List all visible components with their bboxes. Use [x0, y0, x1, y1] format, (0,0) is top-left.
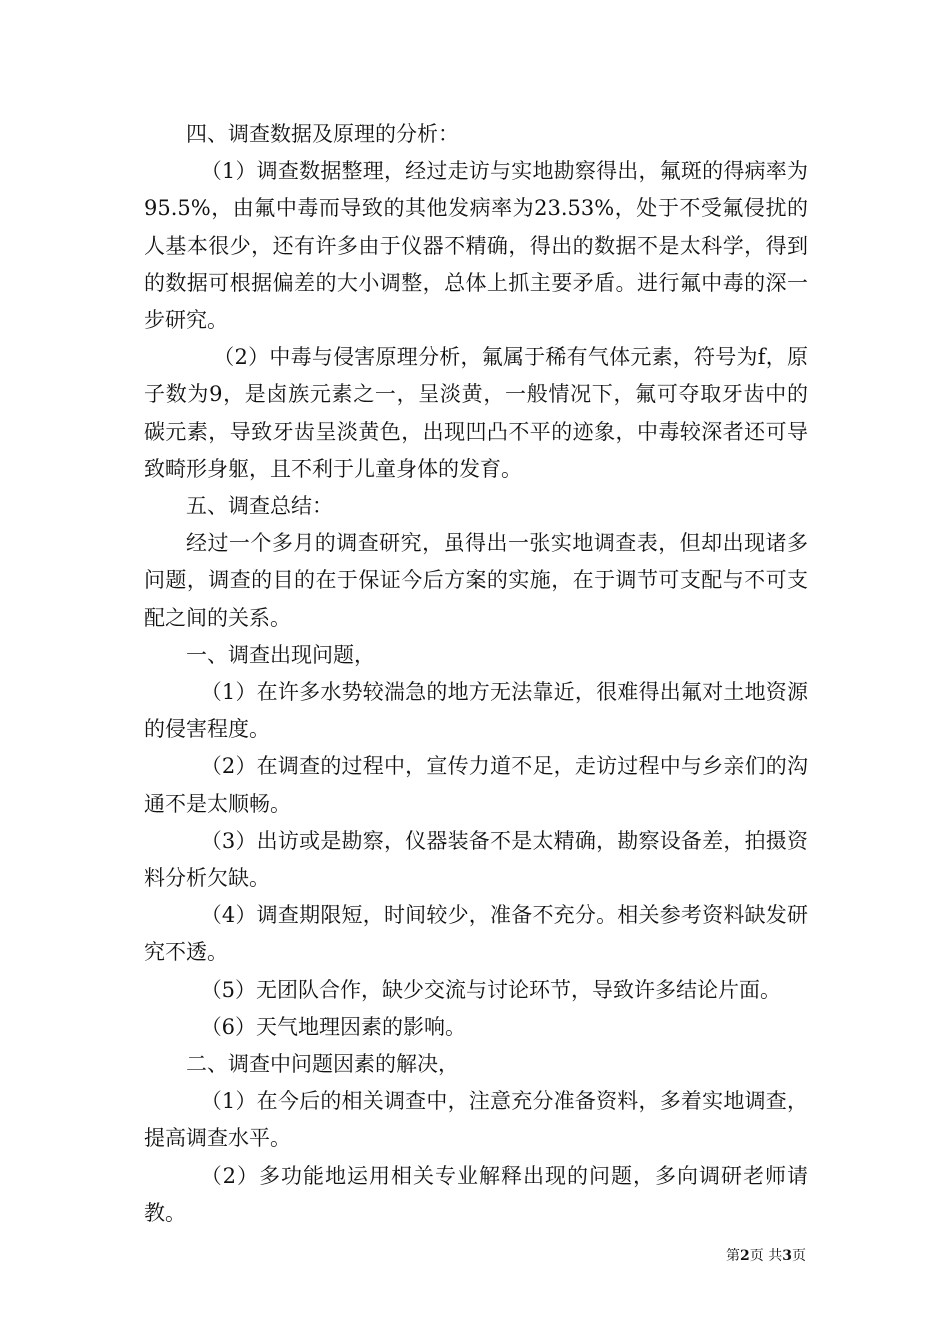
paragraph-principle-analysis: （2）中毒与侵害原理分析，氟属于稀有气体元素，符号为f，原子数为9，是卤族元素之一，呈淡黄，一般情况下，氟可夺取牙齿中的碳元素，导致牙齿呈淡黄色，出现凹凸不平的迹象，中毒较深者还可导致畸形身躯，且不利于儿童身体的发育。: [144, 345, 808, 481]
document-body: [144, 116, 808, 1232]
list-item-problem-2: （2）在调查的过程中，宣传力道不足，走访过程中与乡亲们的沟通不是太顺畅。: [144, 754, 808, 816]
paragraph-summary-body: 经过一个多月的调查研究，虽得出一张实地调查表，但却出现诸多问题，调查的目的在于保证今后方案的实施，在于调节可支配与不可支配之间的关系。: [144, 531, 808, 630]
footer-current-page: 2: [740, 1248, 750, 1264]
footer-middle: 页 共: [749, 1248, 783, 1264]
list-item-solution-2: （2）多功能地运用相关专业解释出现的问题，多向调研老师请教。: [144, 1163, 808, 1225]
subheading-problems: 一、调查出现问题，: [186, 642, 375, 667]
list-item-problem-1: （1）在许多水势较湍急的地方无法靠近，很难得出氟对土地资源的侵害程度。: [144, 680, 808, 742]
list-item-problem-5: （5）无团队合作，缺少交流与讨论环节，导致许多结论片面。: [200, 977, 782, 1002]
footer-prefix: 第: [726, 1248, 741, 1264]
footer-suffix: 页: [792, 1248, 806, 1264]
paragraph-data-summary: （1）调查数据整理，经过走访与实地勘察得出，氟斑的得病率为95.5%，由氟中毒而导致的其他发病率为23.53%，处于不受氟侵扰的人基本很少，还有许多由于仪器不精确，得出的数据不是太科学，得到的数据可根据偏差的大小调整，总体上抓主要矛盾。进行氟中毒的深一步研究。: [144, 159, 808, 333]
subheading-solutions: 二、调查中问题因素的解决，: [186, 1052, 459, 1077]
footer-total-pages: 3: [782, 1248, 792, 1264]
list-item-problem-4: （4）调查期限短，时间较少，准备不充分。相关参考资料缺发研究不透。: [144, 903, 808, 965]
section-heading-analysis: 四、调查数据及原理的分析：: [186, 122, 459, 146]
page-number-footer: [726, 1247, 806, 1265]
list-item-solution-1: （1）在今后的相关调查中，注意充分准备资料，多着实地调查，提高调查水平。: [144, 1089, 808, 1151]
list-item-problem-6: （6）天气地理因素的影响。: [200, 1014, 467, 1039]
list-item-problem-3: （3）出访或是勘察，仪器装备不是太精确，勘察设备差，拍摄资料分析欠缺。: [144, 828, 808, 891]
section-heading-summary: 五、调查总结：: [186, 494, 333, 519]
